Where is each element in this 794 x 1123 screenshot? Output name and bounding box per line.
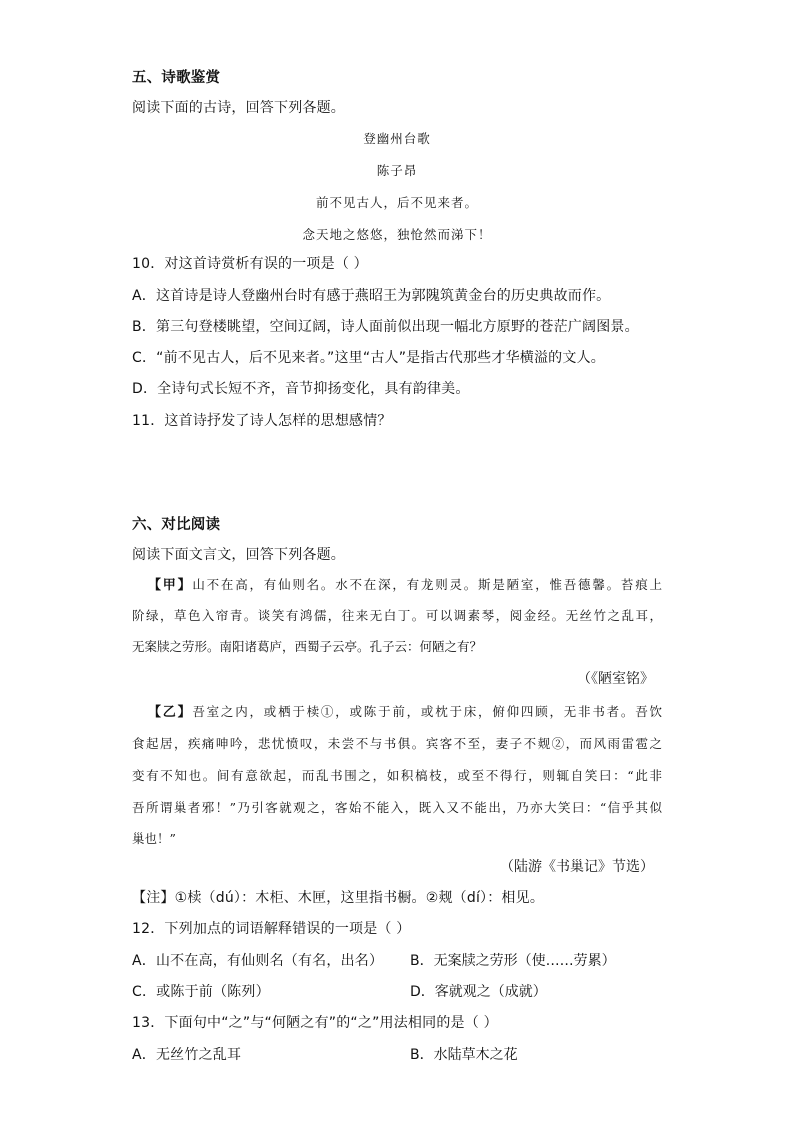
- question-11-stem: 11．这首诗抒发了诗人怎样的思想感情？: [132, 413, 392, 429]
- question-12-stem: 12．下列加点的词语解释错误的一项是（ ）: [132, 921, 411, 937]
- passage-jia-source: （《陋室铭》: [577, 671, 654, 687]
- annotation-note: 【注】①椟（dú）：木柜、木匣，这里指书橱。②觌（dí）：相见。: [132, 890, 545, 906]
- section-heading-comparative-reading: 六、对比阅读: [132, 517, 221, 533]
- section-instruction: 阅读下面文言文，回答下列各题。: [132, 547, 345, 563]
- question-10-option-b: B．第三句登楼眺望，空间辽阔，诗人面前似出现一幅北方原野的苍茫广阔图景。: [132, 319, 639, 335]
- passage-yi-source: （陆游《书巢记》节选）: [500, 859, 654, 875]
- passage-yi-line: 变有不知也。间有意欲起，而乱书围之，如积槁枝，或至不得行，则辄自笑曰：“此非: [132, 768, 662, 783]
- section-heading-poetry: 五、诗歌鉴赏: [132, 70, 221, 86]
- section-instruction: 阅读下面的古诗，回答下列各题。: [132, 100, 345, 116]
- question-12-option-b: B．无案牍之劳形（使……劳累）: [410, 953, 616, 969]
- passage-jia-line: 【甲】山不在高，有仙则名。水不在深，有龙则灵。斯是陋室，惟吾德馨。苔痕上: [148, 577, 662, 593]
- poem-line: 前不见古人，后不见来者。: [315, 195, 478, 210]
- passage-tag-jia: 【甲】: [148, 578, 193, 593]
- question-10-stem: 10．对这首诗赏析有误的一项是（ ）: [132, 256, 368, 272]
- passage-yi-line: 吾所谓巢者邪！”乃引客就观之，客始不能入，既入又不能出，乃亦大笑曰：“信乎其似: [132, 800, 662, 815]
- question-12-option-a: A．山不在高，有仙则名（有名，出名）: [132, 953, 384, 969]
- poem-line: 念天地之悠悠，独怆然而涕下！: [302, 227, 492, 242]
- question-12-option-d: D．客就观之（成就）: [410, 984, 547, 1000]
- question-13-stem: 13．下面句中“之”与“何陋之有”的“之”用法相同的是（ ）: [132, 1015, 498, 1031]
- passage-jia-line: 无案牍之劳形。南阳诸葛庐，西蜀子云亭。孔子云：何陋之有？: [132, 639, 483, 654]
- passage-tag-yi: 【乙】: [148, 705, 193, 720]
- question-13-option-a: A．无丝竹之乱耳: [132, 1047, 242, 1063]
- passage-yi-line: 食起居，疾痛呻吟，悲忧愤叹，未尝不与书俱。宾客不至，妻子不觌②，而风雨雷雹之: [132, 736, 662, 751]
- question-12-option-c: C．或陈于前（陈列）: [132, 984, 270, 1000]
- passage-yi-line: 【乙】吾室之内，或栖于椟①，或陈于前，或枕于床，俯仰四顾，无非书者。吾饮: [148, 704, 662, 720]
- passage-yi-line: 巢也！”: [132, 831, 176, 846]
- question-10-option-d: D．全诗句式长短不齐，音节抑扬变化，具有韵律美。: [132, 381, 470, 397]
- poem-title: 登幽州台歌: [363, 131, 431, 146]
- passage-jia-line: 阶绿，草色入帘青。谈笑有鸿儒，往来无白丁。可以调素琴，阅金经。无丝竹之乱耳，: [132, 608, 662, 623]
- question-10-option-c: C．“前不见古人，后不见来者。”这里“古人”是指古代那些才华横溢的文人。: [132, 350, 605, 366]
- poem-author: 陈子昂: [376, 163, 418, 178]
- question-10-option-a: A．这首诗是诗人登幽州台时有感于燕昭王为郭隗筑黄金台的历史典故而作。: [132, 288, 611, 304]
- question-13-option-b: B．水陆草木之花: [410, 1047, 518, 1063]
